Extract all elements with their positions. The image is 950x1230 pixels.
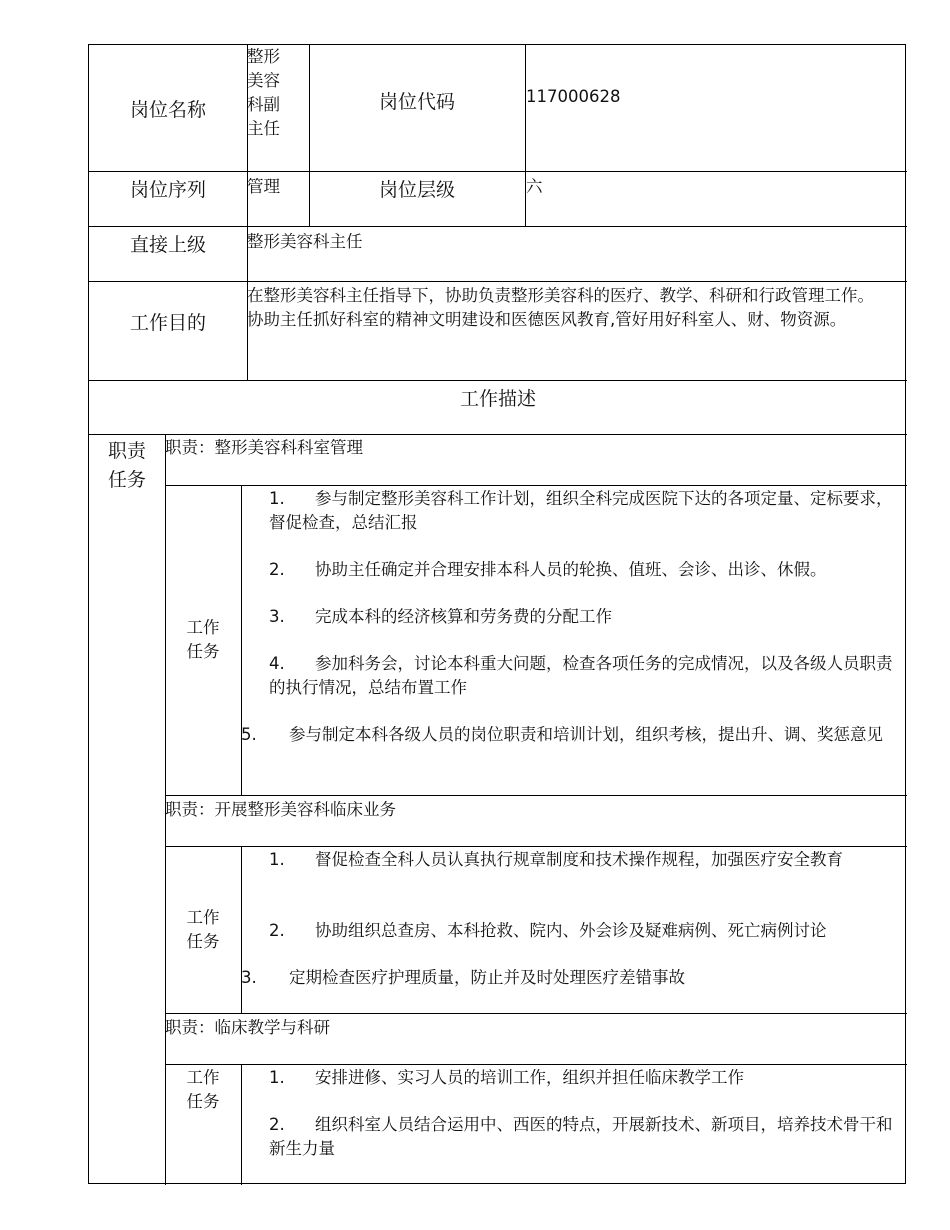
task-item [269, 487, 899, 535]
row-divider [165, 1013, 907, 1014]
task-text: 组织科室人员结合运用中、西医的特点，开展新技术、新项目，培养技术骨干和新生力量 [269, 1115, 893, 1158]
task-text: 参加科务会，讨论本科重大问题，检查各项任务的完成情况，以及各级人员职责的执行情况，总结布置工作 [269, 654, 893, 697]
task-number: 2. [269, 1115, 285, 1134]
job-description-table [88, 44, 906, 1184]
task-text: 督促检查全科人员认真执行规章制度和技术操作规程，加强医疗安全教育 [315, 850, 843, 869]
purpose-label: 工作目的 [129, 311, 206, 334]
post-seq-label: 岗位序列 [129, 178, 206, 201]
duty-title: 职责：开展整形美容科临床业务 [165, 800, 396, 819]
task-text: 参与制定本科各级人员的岗位职责和培训计划，组织考核，提出升、调、奖惩意见 [289, 725, 883, 744]
task-text: 参与制定整形美容科工作计划，组织全科完成医院下达的各项定量、定标要求，督促检查，总结汇报 [269, 489, 893, 532]
col-divider [241, 1064, 242, 1185]
task-item [269, 652, 899, 700]
task-number: 5. [241, 725, 257, 744]
task-text: 定期检查医疗护理质量，防止并及时处理医疗差错事故 [289, 968, 685, 987]
task-number: 1. [269, 489, 285, 508]
duty-task-label: 职责任务 [107, 440, 146, 491]
post-code-value: 117000628 [526, 87, 621, 106]
row-divider [165, 846, 907, 847]
task-item [241, 723, 889, 747]
post-name-value: 整形美容科副主任 [247, 47, 280, 138]
row-divider [89, 434, 907, 435]
post-code-label: 岗位代码 [378, 90, 455, 113]
task-number: 4. [269, 654, 285, 673]
row-divider [165, 1064, 907, 1065]
superior-value: 整形美容科主任 [247, 232, 363, 251]
row-divider [165, 485, 907, 486]
task-text: 安排进修、实习人员的培训工作，组织并担任临床教学工作 [315, 1068, 744, 1087]
task-item [269, 558, 909, 582]
purpose-value: 在整形美容科主任指导下，协助负责整形美容科的医疗、教学、科研和行政管理工作。协助主任抓好科室的精神文明建设和医德医风教育,管好用好科室人、财、物资源。 [247, 286, 874, 329]
task-text: 协助主任确定并合理安排本科人员的轮换、值班、会诊、出诊、休假。 [315, 560, 827, 579]
duty-title: 职责：临床教学与科研 [165, 1018, 330, 1037]
task-number: 2. [269, 560, 285, 579]
task-number: 2. [269, 921, 285, 940]
task-item [269, 605, 899, 629]
superior-label: 直接上级 [129, 233, 206, 256]
post-level-value: 六 [526, 177, 543, 196]
duty-title: 职责：整形美容科科室管理 [165, 438, 363, 457]
post-seq-value: 管理 [247, 177, 280, 196]
task-text: 协助组织总查房、本科抢救、院内、外会诊及疑难病例、死亡病例讨论 [315, 921, 827, 940]
task-number: 3. [269, 607, 285, 626]
post-level-label: 岗位层级 [378, 178, 455, 201]
post-name-label: 岗位名称 [129, 98, 206, 121]
task-item [269, 1066, 899, 1090]
task-label: 工作任务 [186, 618, 220, 661]
task-text: 完成本科的经济核算和劳务费的分配工作 [315, 607, 612, 626]
task-item [269, 919, 909, 943]
task-number: 1. [269, 850, 285, 869]
col-divider [241, 485, 242, 795]
task-number: 1. [269, 1068, 285, 1087]
task-item [269, 1113, 899, 1161]
task-label: 工作任务 [186, 907, 220, 951]
task-number: 3. [241, 968, 257, 987]
description-title: 工作描述 [459, 387, 536, 410]
task-item [269, 848, 899, 872]
task-label: 工作任务 [186, 1068, 220, 1111]
row-divider [165, 795, 907, 796]
task-item [241, 966, 889, 990]
